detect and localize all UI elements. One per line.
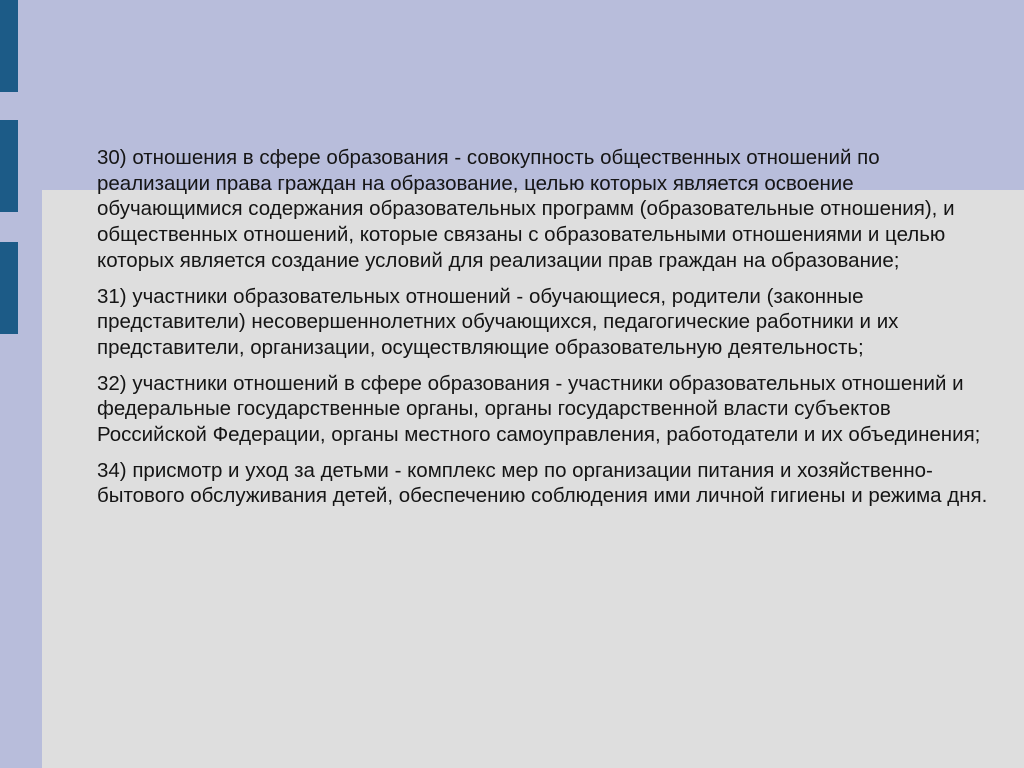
- left-accent-bar-3: [0, 242, 18, 334]
- definition-paragraph-32: 32) участники отношений в сфере образования - участники образовательных отношений и федеральные государственные органы, органы государственной власти субъектов Российской Федерации, органы местного самоуправления, работодатели и их объединения;: [97, 371, 981, 447]
- definition-paragraph-31: 31) участники образовательных отношений - обучающиеся, родители (законные представители) несовершеннолетних обучающихся, педагогические работники и их представители, организации, осуществляющие образовательную деятельность;: [97, 284, 899, 359]
- definition-paragraph-34: 34) присмотр и уход за детьми - комплекс мер по организации питания и хозяйственно-бытового обслуживания детей, обеспечению соблюдения ими личной гигиены и режима дня.: [97, 458, 988, 508]
- slide-text-body: [97, 145, 997, 519]
- definition-paragraph-30: 30) отношения в сфере образования - совокупность общественных отношений по реализации права граждан на образование, целью которых является освоение обучающимися содержания образовательных программ (образовательные отношения), и общественных отношений, которые связаны с образовательными отношениями и целью которых является создание условий для реализации прав граждан на образование;: [97, 146, 955, 272]
- left-accent-bar-2: [0, 120, 18, 212]
- left-accent-bar-1: [0, 0, 18, 92]
